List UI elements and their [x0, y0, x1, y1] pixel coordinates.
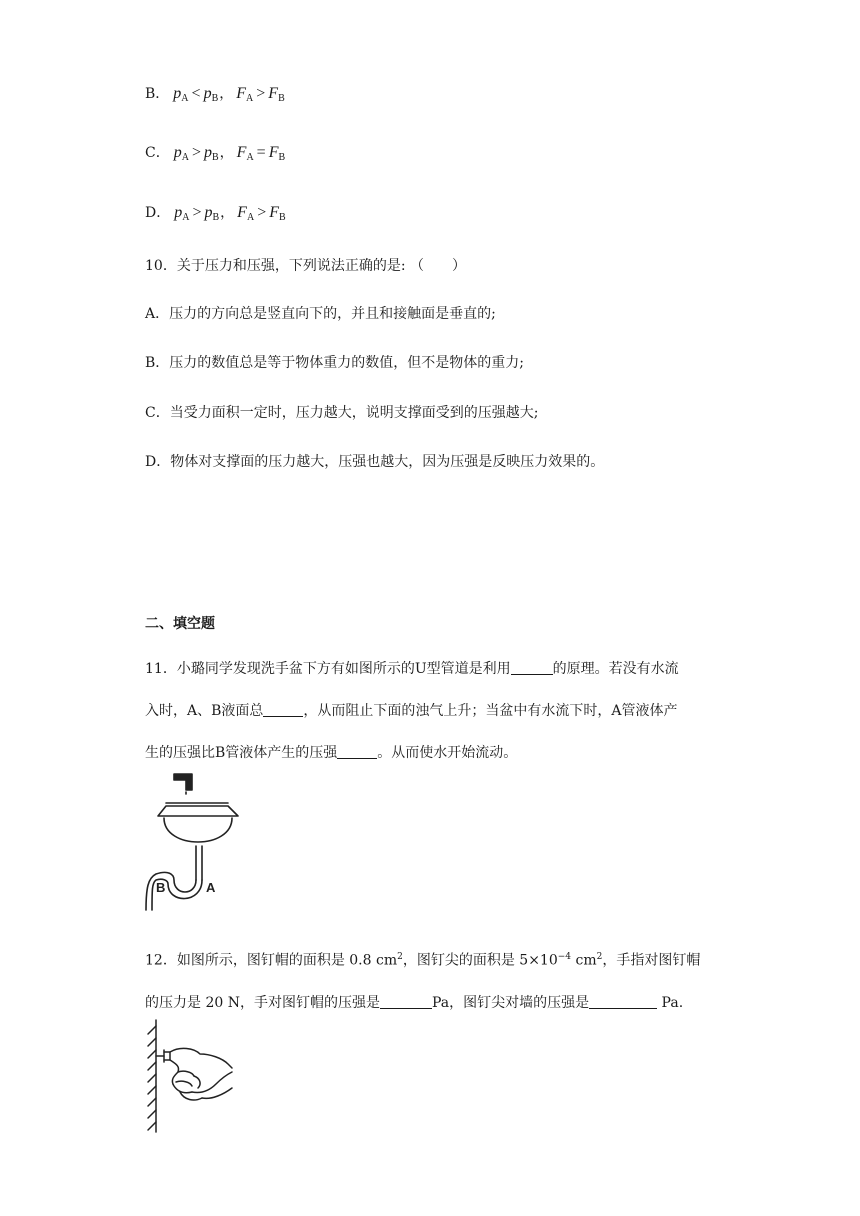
formula: $p_A < p_B$ [173, 85, 219, 104]
q11-line-1: 11．小璐同学发现洗手盆下方有如图所示的U型管道是利用 的原理。若没有水流 [145, 656, 725, 682]
formula: $p_A > p_B$ [174, 204, 220, 223]
answer-blank [263, 700, 303, 717]
q10-stem: 10．关于压力和压强，下列说法正确的是: （ ） [145, 258, 466, 274]
option-label: B． [145, 86, 170, 102]
q9-option-c: C． $p_A > p_B$， $F_A = F_B$ [145, 144, 286, 163]
q10-option-c: C．当受力面积一定时，压力越大，说明支撑面受到的压强越大; [145, 405, 539, 421]
q11-text [145, 656, 725, 766]
formula: $F_A > F_B$ [236, 85, 285, 104]
sink-u-pipe-figure [140, 770, 260, 920]
q9-option-d: D． $p_A > p_B$， $F_A > F_B$ [145, 204, 286, 223]
section-title: 二、填空题 [145, 616, 215, 632]
answer-blank [511, 658, 553, 675]
q10-option-a: A．压力的方向总是竖直向下的，并且和接触面是垂直的; [145, 306, 496, 322]
answer-blank [337, 742, 377, 759]
answer-blank [589, 992, 657, 1009]
figure-label-a: A [206, 880, 216, 895]
option-label: D． [145, 205, 171, 221]
q10-option-d: D．物体对支撑面的压力越大，压强也越大，因为压强是反映压力效果的。 [145, 454, 605, 470]
formula: $p_A > p_B$ [173, 144, 219, 163]
formula: $F_A > F_B$ [237, 204, 286, 223]
q11-line-2: 入时，A、B液面总 ，从而阻止下面的浊气上升；当盆中有水流下时，A管液体产 [145, 698, 725, 724]
formula: $F_A = F_B$ [236, 144, 286, 163]
q12-line-1: 12．如图所示，图钉帽的面积是 0.8 $cm^2$，图钉尖的面积是 $5\times 10^{-4}$ $cm^2$，手指对图钉帽 [145, 952, 701, 969]
answer-blank [380, 992, 432, 1009]
q12-text [145, 944, 725, 1016]
q9-option-b: B． $p_A < p_B$， $F_A > F_B$ [145, 85, 285, 104]
figure-label-b: B [156, 880, 166, 895]
q12-line-2: 的压力是 20 N，手对图钉帽的压强是 Pa，图钉尖对墙的压强是 Pa. [145, 990, 725, 1016]
option-label: C． [145, 145, 170, 161]
thumbtack-hand-figure [140, 1018, 250, 1138]
q11-line-3: 生的压强比B管液体产生的压强 。从而使水开始流动。 [145, 740, 725, 766]
q10-option-b: B．压力的数值总是等于物体重力的数值，但不是物体的重力; [145, 355, 525, 371]
